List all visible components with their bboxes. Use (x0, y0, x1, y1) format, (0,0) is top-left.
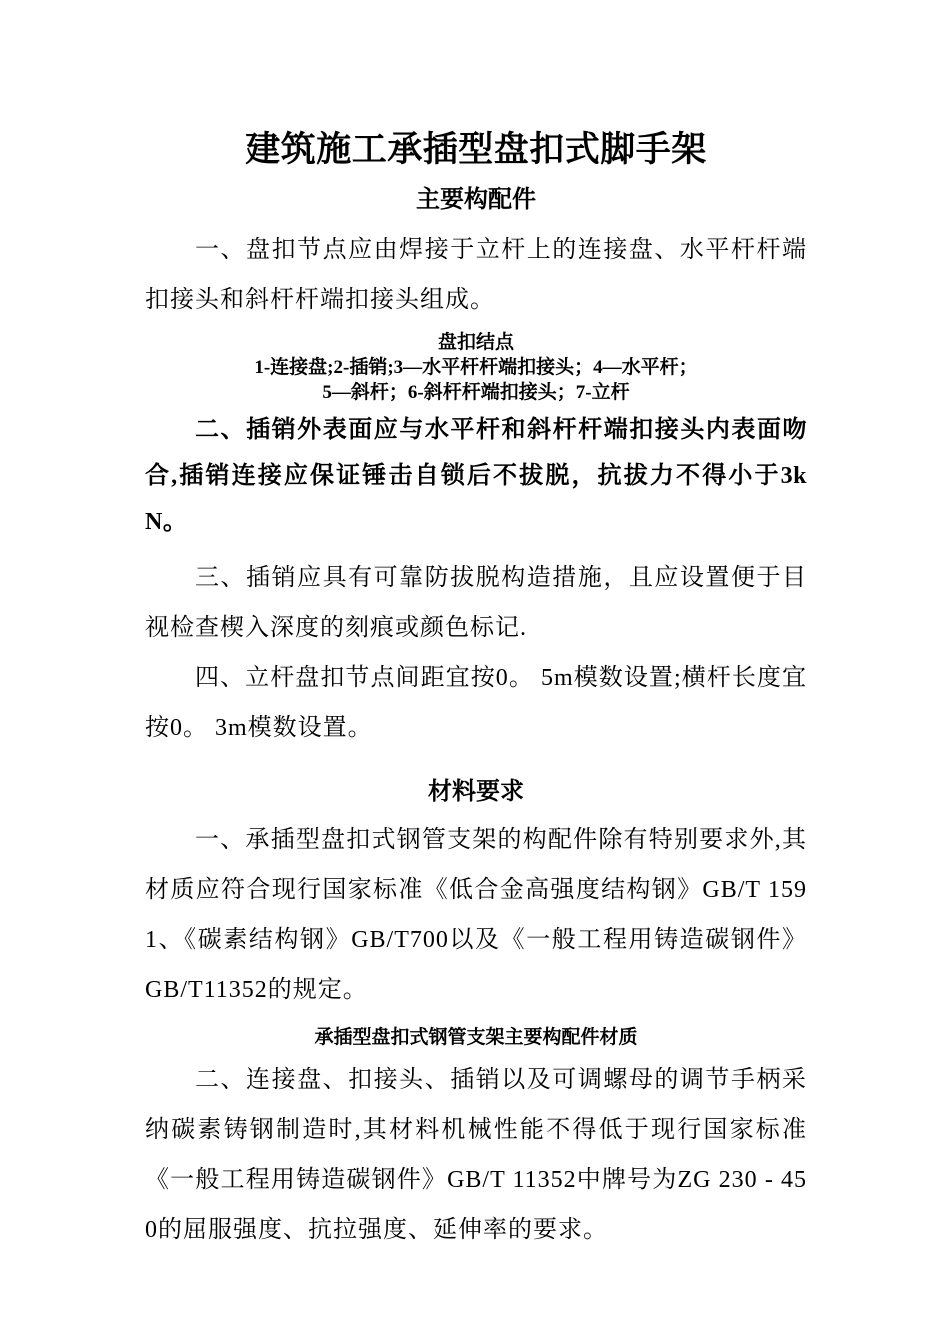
paragraph-pin-anti-pullout: 三、插销应具有可靠防拔脱构造措施，且应设置便于目视检查楔入深度的刻痕或颜色标记. (145, 565, 807, 641)
figure-legend-line-1: 1-连接盘;2-插销;3—水平杆杆端扣接头；4—水平杆； (254, 357, 698, 378)
document-title: 建筑施工承插型盘扣式脚手架 (245, 130, 707, 169)
paragraph-material-standards: 一、承插型盘扣式钢管支架的构配件除有特别要求外,其材质应符合现行国家标准《低合金高强度结构钢》GB/T 1591、《碳素结构钢》GB/T700以及《一般工程用铸造碳钢件》GB/T11352的规定。 (145, 827, 807, 1003)
paragraph-cast-steel-requirements: 二、连接盘、扣接头、插销以及可调螺母的调节手柄采纳碳素铸钢制造时,其材料机械性能不得低于现行国家标准《一般工程用铸造碳钢件》GB/T 11352中牌号为ZG 230 - 450的屈服强度、抗拉强度、延伸率的要求。 (145, 1067, 807, 1243)
section-heading-components: 主要构配件 (416, 187, 536, 213)
figure-caption (145, 330, 807, 405)
figure-legend-line-2: 5—斜杆；6-斜杆杆端扣接头；7-立杆 (322, 382, 630, 403)
figure-caption-title: 盘扣结点 (437, 332, 514, 353)
section-heading-materials: 材料要求 (428, 779, 524, 805)
paragraph-joint-composition: 一、盘扣节点应由焊接于立杆上的连接盘、水平杆杆端扣接头和斜杆杆端扣接头组成。 (145, 237, 807, 313)
paragraph-pin-requirements: 二、插销外表面应与水平杆和斜杆杆端扣接头内表面吻合,插销连接应保证锤击自锁后不拔脱，抗拔力不得小于3kN。 (145, 417, 807, 535)
paragraph-node-spacing: 四、立杆盘扣节点间距宜按0。 5m模数设置;横杆长度宜按0。 3m模数设置。 (145, 665, 807, 741)
document-body (145, 126, 807, 1255)
table-caption: 承插型盘扣式钢管支架主要构配件材质 (314, 1027, 638, 1048)
